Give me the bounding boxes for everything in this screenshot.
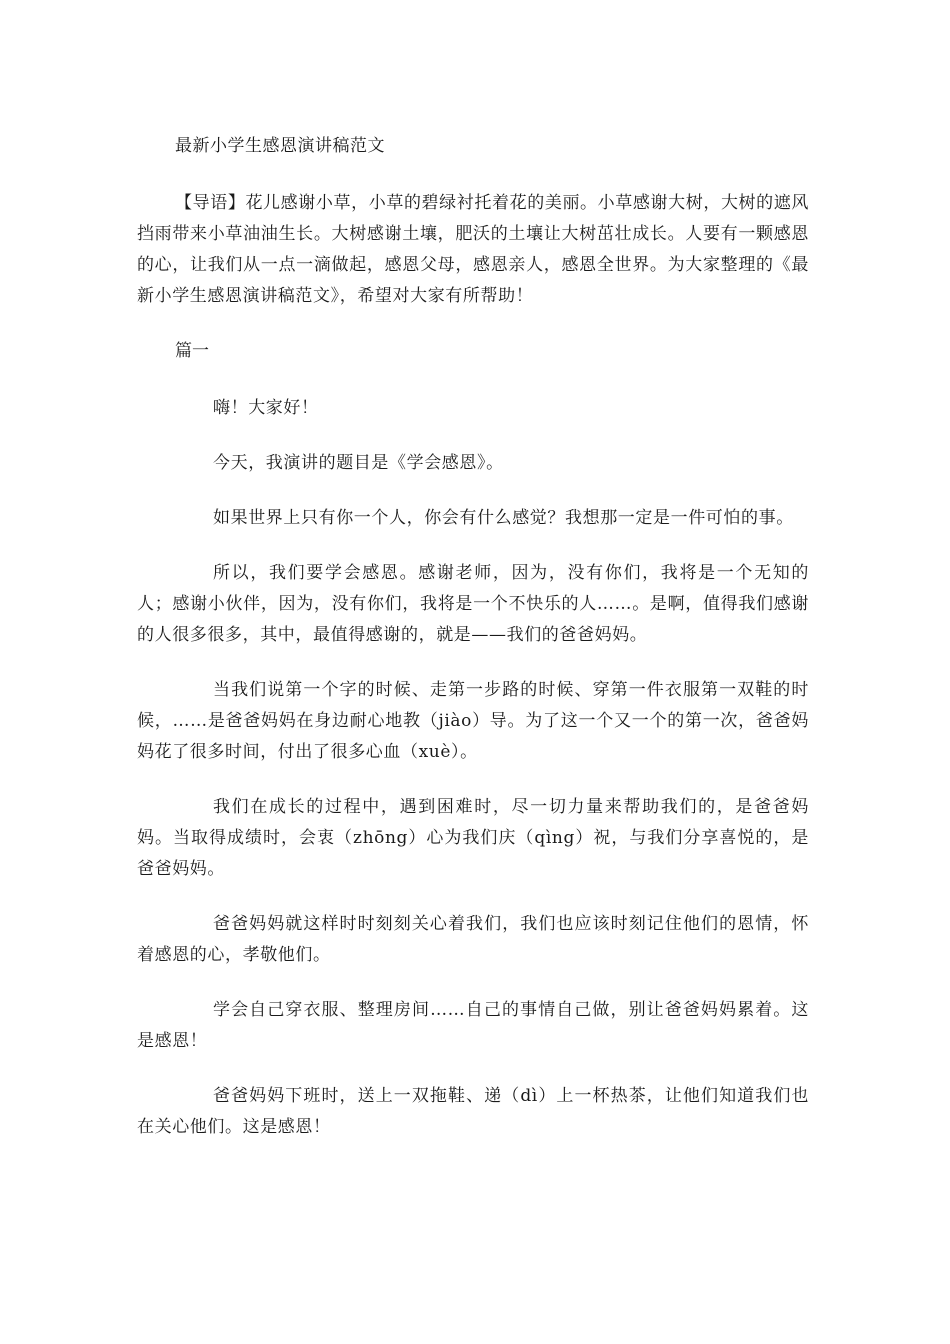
paragraph-alone: 如果世界上只有你一个人，你会有什么感觉？我想那一定是一件可怕的事。 [213,508,794,528]
intro-paragraph: 【导语】花儿感谢小草，小草的碧绿衬托着花的美丽。小草感谢大树，大树的遮风挡雨带来小草油油生长。大树感谢土壤，肥沃的土壤让大树茁壮成长。人要有一颗感恩的心，让我们从一点一滴做起，感恩父母，感恩亲人，感恩全世界。为大家整理的《最新小学生感恩演讲稿范文》，希望对大家有所帮助！ [137,193,809,306]
paragraph-firsts: 当我们说第一个字的时候、走第一步路的时候、穿第一件衣服第一双鞋的时候，……是爸爸妈妈在身边耐心地教（jiào）导。为了这一个又一个的第一次，爸爸妈妈花了很多时间，付出了很多心血（xuè）。 [137,680,809,762]
paragraph-greeting: 嗨！大家好！ [213,398,319,418]
section-label: 篇一 [175,341,209,361]
paragraph-self-care: 学会自己穿衣服、整理房间……自己的事情自己做，别让爸爸妈妈累着。这是感恩！ [137,1000,809,1051]
paragraph-care: 爸爸妈妈就这样时时刻刻关心着我们，我们也应该时刻记住他们的恩情，怀着感恩的心，孝敬他们。 [137,914,809,965]
paragraph-slippers: 爸爸妈妈下班时，送上一双拖鞋、递（dì）上一杯热茶，让他们知道我们也在关心他们。这是感恩！ [137,1086,809,1137]
paragraph-gratitude: 所以，我们要学会感恩。感谢老师，因为，没有你们，我将是一个无知的人；感谢小伙伴，因为，没有你们，我将是一个不快乐的人……。是啊，值得我们感谢的人很多很多，其中，最值得感谢的，就是——我们的爸爸妈妈。 [137,563,809,645]
paragraph-growth: 我们在成长的过程中，遇到困难时，尽一切力量来帮助我们的，是爸爸妈妈。当取得成绩时，会衷（zhōng）心为我们庆（qìng）祝，与我们分享喜悦的，是爸爸妈妈。 [137,797,809,879]
document-body [137,131,809,1167]
document-title: 最新小学生感恩演讲稿范文 [175,136,385,156]
paragraph-topic: 今天，我演讲的题目是《学会感恩》。 [213,453,504,473]
